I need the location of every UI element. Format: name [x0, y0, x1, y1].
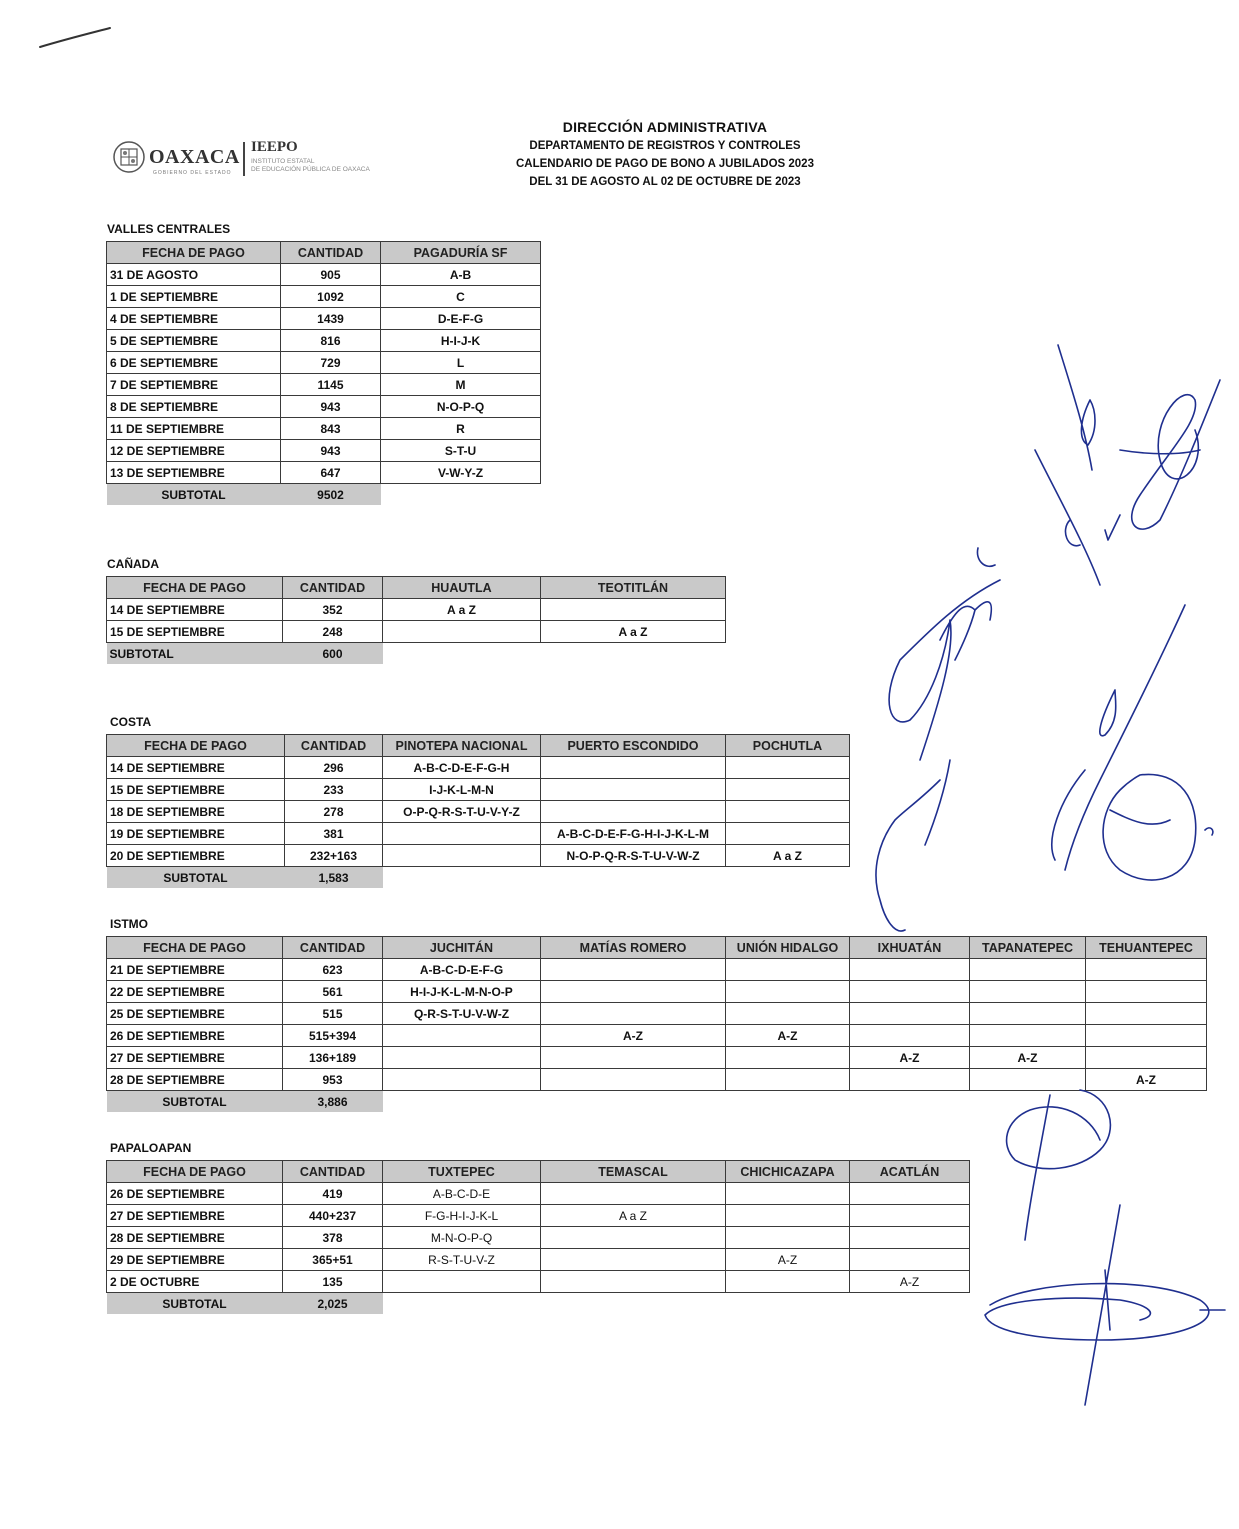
cell-fecha: 1 DE SEPTIEMBRE	[107, 286, 281, 308]
cell-letters: H-I-J-K-L-M-N-O-P	[383, 981, 541, 1003]
cell-letters	[850, 1025, 970, 1047]
cell-letters: A-Z	[726, 1249, 850, 1271]
cell-cantidad: 561	[283, 981, 383, 1003]
col-cantidad: CANTIDAD	[281, 242, 381, 264]
table-canada	[106, 576, 726, 664]
col-tuxtepec: TUXTEPEC	[383, 1161, 541, 1183]
signature-2	[1120, 380, 1220, 529]
header-line-4: DEL 31 DE AGOSTO AL 02 DE OCTUBRE DE 2023	[529, 176, 801, 188]
cell-letters	[383, 845, 541, 867]
cell-fecha: 15 DE SEPTIEMBRE	[107, 621, 283, 643]
col-pagaduria: PAGADURÍA SF	[381, 242, 541, 264]
subtotal-empty	[541, 1293, 726, 1315]
cell-fecha: 27 DE SEPTIEMBRE	[107, 1205, 283, 1227]
cell-fecha: 31 DE AGOSTO	[107, 264, 281, 286]
subtotal-label: SUBTOTAL	[107, 867, 285, 889]
cell-letters	[541, 801, 726, 823]
cell-letters	[541, 959, 726, 981]
cell-cantidad: 296	[285, 757, 383, 779]
logo-org-name: IEEPO	[251, 139, 298, 155]
cell-letters: M	[381, 374, 541, 396]
subtotal-value: 1,583	[285, 867, 383, 889]
cell-letters	[1086, 1003, 1207, 1025]
cell-letters	[541, 1227, 726, 1249]
cell-letters: A-Z	[850, 1047, 970, 1069]
subtotal-label: SUBTOTAL	[107, 643, 283, 665]
cell-letters	[850, 1205, 970, 1227]
cell-letters	[850, 1003, 970, 1025]
state-seal-icon	[113, 141, 145, 173]
table-row	[107, 418, 541, 440]
cell-letters: A a Z	[726, 845, 850, 867]
cell-letters: A-Z	[970, 1047, 1086, 1069]
signature-4	[1052, 605, 1185, 870]
cell-cantidad: 623	[283, 959, 383, 981]
cell-letters	[383, 621, 541, 643]
table-row	[107, 823, 850, 845]
cell-fecha: 13 DE SEPTIEMBRE	[107, 462, 281, 484]
cell-letters	[541, 1003, 726, 1025]
cell-letters: N-O-P-Q-R-S-T-U-V-W-Z	[541, 845, 726, 867]
col-tapanatepec: TAPANATEPEC	[970, 937, 1086, 959]
subtotal-empty	[850, 1293, 970, 1315]
cell-cantidad: 378	[283, 1227, 383, 1249]
table-costa	[106, 734, 850, 888]
table-row	[107, 599, 726, 621]
subtotal-row	[107, 1293, 970, 1315]
cell-letters	[383, 1047, 541, 1069]
signature-8	[985, 1205, 1225, 1405]
cell-letters	[970, 1025, 1086, 1047]
cell-cantidad: 365+51	[283, 1249, 383, 1271]
cell-fecha: 25 DE SEPTIEMBRE	[107, 1003, 283, 1025]
subtotal-value: 9502	[281, 484, 381, 506]
cell-letters: S-T-U	[381, 440, 541, 462]
cell-letters: C	[381, 286, 541, 308]
cell-letters	[970, 1003, 1086, 1025]
cell-letters	[383, 1025, 541, 1047]
cell-letters	[726, 1205, 850, 1227]
table-row	[107, 462, 541, 484]
cell-fecha: 29 DE SEPTIEMBRE	[107, 1249, 283, 1271]
logo-org-sub-1: INSTITUTO ESTATAL	[251, 158, 315, 165]
col-fecha: FECHA DE PAGO	[107, 735, 285, 757]
cell-letters	[726, 1069, 850, 1091]
header-line-3: CALENDARIO DE PAGO DE BONO A JUBILADOS 2023	[516, 158, 814, 170]
subtotal-empty	[383, 867, 541, 889]
cell-letters	[383, 1069, 541, 1091]
subtotal-empty	[726, 867, 850, 889]
cell-letters: A-B-C-D-E-F-G	[383, 959, 541, 981]
col-fecha: FECHA DE PAGO	[107, 242, 281, 264]
cell-letters: A-B-C-D-E	[383, 1183, 541, 1205]
cell-letters: N-O-P-Q	[381, 396, 541, 418]
cell-fecha: 12 DE SEPTIEMBRE	[107, 440, 281, 462]
table-row	[107, 1069, 1207, 1091]
table-header-row	[107, 242, 541, 264]
cell-fecha: 7 DE SEPTIEMBRE	[107, 374, 281, 396]
signature-3	[889, 548, 1000, 760]
subtotal-empty	[970, 1091, 1086, 1113]
col-pinotepa: PINOTEPA NACIONAL	[383, 735, 541, 757]
table-row	[107, 959, 1207, 981]
section-title-valles: VALLES CENTRALES	[107, 222, 231, 236]
col-teotitlan: TEOTITLÁN	[541, 577, 726, 599]
cell-cantidad: 1439	[281, 308, 381, 330]
cell-cantidad: 1092	[281, 286, 381, 308]
subtotal-label: SUBTOTAL	[107, 484, 281, 506]
cell-letters	[541, 1271, 726, 1293]
cell-letters	[541, 757, 726, 779]
signature-6	[1103, 774, 1213, 880]
cell-fecha: 28 DE SEPTIEMBRE	[107, 1069, 283, 1091]
cell-letters	[541, 599, 726, 621]
cell-letters: L	[381, 352, 541, 374]
cell-letters	[726, 801, 850, 823]
table-row	[107, 308, 541, 330]
table-row	[107, 779, 850, 801]
subtotal-empty	[850, 1091, 970, 1113]
institution-logo	[113, 136, 413, 182]
col-union-hidalgo: UNIÓN HIDALGO	[726, 937, 850, 959]
subtotal-empty	[541, 1091, 726, 1113]
cell-letters	[850, 959, 970, 981]
section-title-canada: CAÑADA	[107, 557, 159, 571]
cell-fecha: 15 DE SEPTIEMBRE	[107, 779, 285, 801]
cell-letters: I-J-K-L-M-N	[383, 779, 541, 801]
cell-fecha: 11 DE SEPTIEMBRE	[107, 418, 281, 440]
cell-letters	[1086, 1025, 1207, 1047]
table-row	[107, 1183, 970, 1205]
table-row	[107, 1271, 970, 1293]
subtotal-row	[107, 1091, 1207, 1113]
cell-fecha: 6 DE SEPTIEMBRE	[107, 352, 281, 374]
cell-letters: A-Z	[850, 1271, 970, 1293]
cell-fecha: 28 DE SEPTIEMBRE	[107, 1227, 283, 1249]
cell-letters: R	[381, 418, 541, 440]
table-row	[107, 981, 1207, 1003]
subtotal-value: 3,886	[283, 1091, 383, 1113]
cell-letters	[726, 1227, 850, 1249]
cell-letters	[541, 1069, 726, 1091]
logo-state-name: OAXACA	[149, 146, 240, 168]
logo-divider	[243, 142, 245, 176]
table-header-row	[107, 735, 850, 757]
cell-cantidad: 248	[283, 621, 383, 643]
cell-letters: A a Z	[383, 599, 541, 621]
cell-letters	[726, 959, 850, 981]
cell-cantidad: 515+394	[283, 1025, 383, 1047]
cell-letters	[970, 981, 1086, 1003]
table-row	[107, 330, 541, 352]
cell-letters	[850, 1183, 970, 1205]
cell-letters	[726, 823, 850, 845]
col-matias-romero: MATÍAS ROMERO	[541, 937, 726, 959]
section-title-papaloapan: PAPALOAPAN	[110, 1141, 192, 1155]
subtotal-row	[107, 867, 850, 889]
table-row	[107, 1227, 970, 1249]
cell-letters	[850, 1249, 970, 1271]
table-row	[107, 621, 726, 643]
cell-letters	[1086, 981, 1207, 1003]
cell-cantidad: 729	[281, 352, 381, 374]
cell-letters	[541, 1047, 726, 1069]
cell-letters	[541, 1249, 726, 1271]
subtotal-value: 2,025	[283, 1293, 383, 1315]
cell-cantidad: 136+189	[283, 1047, 383, 1069]
table-row	[107, 1205, 970, 1227]
cell-letters: R-S-T-U-V-Z	[383, 1249, 541, 1271]
cell-fecha: 18 DE SEPTIEMBRE	[107, 801, 285, 823]
logo-org-subtitle	[251, 158, 411, 174]
cell-letters	[1086, 959, 1207, 981]
cell-letters: A-Z	[541, 1025, 726, 1047]
table-row	[107, 801, 850, 823]
cell-cantidad: 843	[281, 418, 381, 440]
cell-cantidad: 381	[285, 823, 383, 845]
cell-letters	[970, 959, 1086, 981]
col-cantidad: CANTIDAD	[285, 735, 383, 757]
col-temascal: TEMASCAL	[541, 1161, 726, 1183]
section-title-costa: COSTA	[110, 715, 152, 729]
cell-fecha: 14 DE SEPTIEMBRE	[107, 757, 285, 779]
col-chichicazapa: CHICHICAZAPA	[726, 1161, 850, 1183]
col-fecha: FECHA DE PAGO	[107, 577, 283, 599]
table-row	[107, 1025, 1207, 1047]
signature-7	[1007, 1090, 1111, 1240]
subtotal-empty	[1086, 1091, 1207, 1113]
cell-letters	[850, 1069, 970, 1091]
cell-letters: V-W-Y-Z	[381, 462, 541, 484]
signature-5	[876, 760, 950, 931]
table-valles-centrales	[106, 241, 541, 505]
cell-cantidad: 1145	[281, 374, 381, 396]
cell-fecha: 26 DE SEPTIEMBRE	[107, 1183, 283, 1205]
cell-letters: A-B-C-D-E-F-G-H	[383, 757, 541, 779]
cell-letters: H-I-J-K	[381, 330, 541, 352]
table-row	[107, 396, 541, 418]
cell-fecha: 20 DE SEPTIEMBRE	[107, 845, 285, 867]
cell-fecha: 21 DE SEPTIEMBRE	[107, 959, 283, 981]
cell-cantidad: 232+163	[285, 845, 383, 867]
cell-cantidad: 440+237	[283, 1205, 383, 1227]
subtotal-empty	[383, 1293, 541, 1315]
cell-cantidad: 647	[281, 462, 381, 484]
cell-letters	[850, 1227, 970, 1249]
table-header-row	[107, 1161, 970, 1183]
cell-letters: F-G-H-I-J-K-L	[383, 1205, 541, 1227]
cell-letters: A-B-C-D-E-F-G-H-I-J-K-L-M	[541, 823, 726, 845]
cell-letters: A-Z	[1086, 1069, 1207, 1091]
cell-cantidad: 905	[281, 264, 381, 286]
signature-1	[1035, 345, 1120, 585]
col-cantidad: CANTIDAD	[283, 937, 383, 959]
table-row	[107, 264, 541, 286]
table-header-row	[107, 577, 726, 599]
table-istmo	[106, 936, 1207, 1112]
subtotal-row	[107, 484, 541, 506]
table-header-row	[107, 937, 1207, 959]
cell-letters: A-B	[381, 264, 541, 286]
subtotal-value: 600	[283, 643, 383, 665]
col-cantidad: CANTIDAD	[283, 1161, 383, 1183]
col-ixhuatan: IXHUATÁN	[850, 937, 970, 959]
cell-letters	[383, 1271, 541, 1293]
subtotal-empty	[541, 867, 726, 889]
cell-cantidad: 278	[285, 801, 383, 823]
cell-letters	[541, 779, 726, 801]
cell-fecha: 26 DE SEPTIEMBRE	[107, 1025, 283, 1047]
cell-fecha: 27 DE SEPTIEMBRE	[107, 1047, 283, 1069]
subtotal-label: SUBTOTAL	[107, 1091, 283, 1113]
cell-letters	[726, 1047, 850, 1069]
cell-cantidad: 419	[283, 1183, 383, 1205]
cell-cantidad: 943	[281, 440, 381, 462]
cell-cantidad: 943	[281, 396, 381, 418]
cell-fecha: 14 DE SEPTIEMBRE	[107, 599, 283, 621]
table-row	[107, 352, 541, 374]
cell-fecha: 4 DE SEPTIEMBRE	[107, 308, 281, 330]
subtotal-empty	[381, 484, 541, 506]
cell-cantidad: 953	[283, 1069, 383, 1091]
cell-letters	[1086, 1047, 1207, 1069]
cell-fecha: 8 DE SEPTIEMBRE	[107, 396, 281, 418]
col-cantidad: CANTIDAD	[283, 577, 383, 599]
cell-letters	[541, 1183, 726, 1205]
cell-letters	[726, 1271, 850, 1293]
subtotal-empty	[726, 1293, 850, 1315]
pen-mark	[40, 28, 110, 47]
cell-letters: D-E-F-G	[381, 308, 541, 330]
cell-letters	[726, 981, 850, 1003]
cell-cantidad: 816	[281, 330, 381, 352]
cell-letters	[726, 1183, 850, 1205]
cell-letters	[970, 1069, 1086, 1091]
header-line-1: DIRECCIÓN ADMINISTRATIVA	[562, 119, 768, 135]
subtotal-empty	[726, 1091, 850, 1113]
table-papaloapan	[106, 1160, 970, 1314]
cell-letters	[726, 1003, 850, 1025]
cell-letters: O-P-Q-R-S-T-U-V-Y-Z	[383, 801, 541, 823]
cell-fecha: 5 DE SEPTIEMBRE	[107, 330, 281, 352]
table-row	[107, 1003, 1207, 1025]
header-line-2: DEPARTAMENTO DE REGISTROS Y CONTROLES	[529, 140, 801, 152]
section-title-istmo: ISTMO	[110, 917, 148, 931]
cell-letters	[383, 823, 541, 845]
cell-cantidad: 352	[283, 599, 383, 621]
col-acatlan: ACATLÁN	[850, 1161, 970, 1183]
col-puerto-escondido: PUERTO ESCONDIDO	[541, 735, 726, 757]
col-juchitan: JUCHITÁN	[383, 937, 541, 959]
table-row	[107, 1047, 1207, 1069]
cell-letters: Q-R-S-T-U-V-W-Z	[383, 1003, 541, 1025]
cell-letters	[541, 981, 726, 1003]
subtotal-label: SUBTOTAL	[107, 1293, 283, 1315]
cell-cantidad: 135	[283, 1271, 383, 1293]
cell-cantidad: 515	[283, 1003, 383, 1025]
cell-fecha: 19 DE SEPTIEMBRE	[107, 823, 285, 845]
cell-cantidad: 233	[285, 779, 383, 801]
logo-org-sub-2: DE EDUCACIÓN PÚBLICA DE OAXACA	[251, 166, 370, 173]
col-pochutla: POCHUTLA	[726, 735, 850, 757]
subtotal-row	[107, 643, 726, 665]
cell-letters: A-Z	[726, 1025, 850, 1047]
subtotal-empty	[541, 643, 726, 665]
logo-state-subtitle: GOBIERNO DEL ESTADO	[153, 170, 232, 176]
table-row	[107, 757, 850, 779]
table-row	[107, 845, 850, 867]
table-row	[107, 374, 541, 396]
cell-letters	[726, 779, 850, 801]
col-huautla: HUAUTLA	[383, 577, 541, 599]
col-tehuantepec: TEHUANTEPEC	[1086, 937, 1207, 959]
subtotal-empty	[383, 643, 541, 665]
cell-fecha: 2 DE OCTUBRE	[107, 1271, 283, 1293]
subtotal-empty	[383, 1091, 541, 1113]
cell-letters: A a Z	[541, 1205, 726, 1227]
table-row	[107, 440, 541, 462]
cell-letters: M-N-O-P-Q	[383, 1227, 541, 1249]
col-fecha: FECHA DE PAGO	[107, 937, 283, 959]
table-row	[107, 286, 541, 308]
col-fecha: FECHA DE PAGO	[107, 1161, 283, 1183]
document-header	[440, 117, 890, 191]
cell-letters	[850, 981, 970, 1003]
cell-fecha: 22 DE SEPTIEMBRE	[107, 981, 283, 1003]
cell-letters	[726, 757, 850, 779]
cell-letters: A a Z	[541, 621, 726, 643]
table-row	[107, 1249, 970, 1271]
